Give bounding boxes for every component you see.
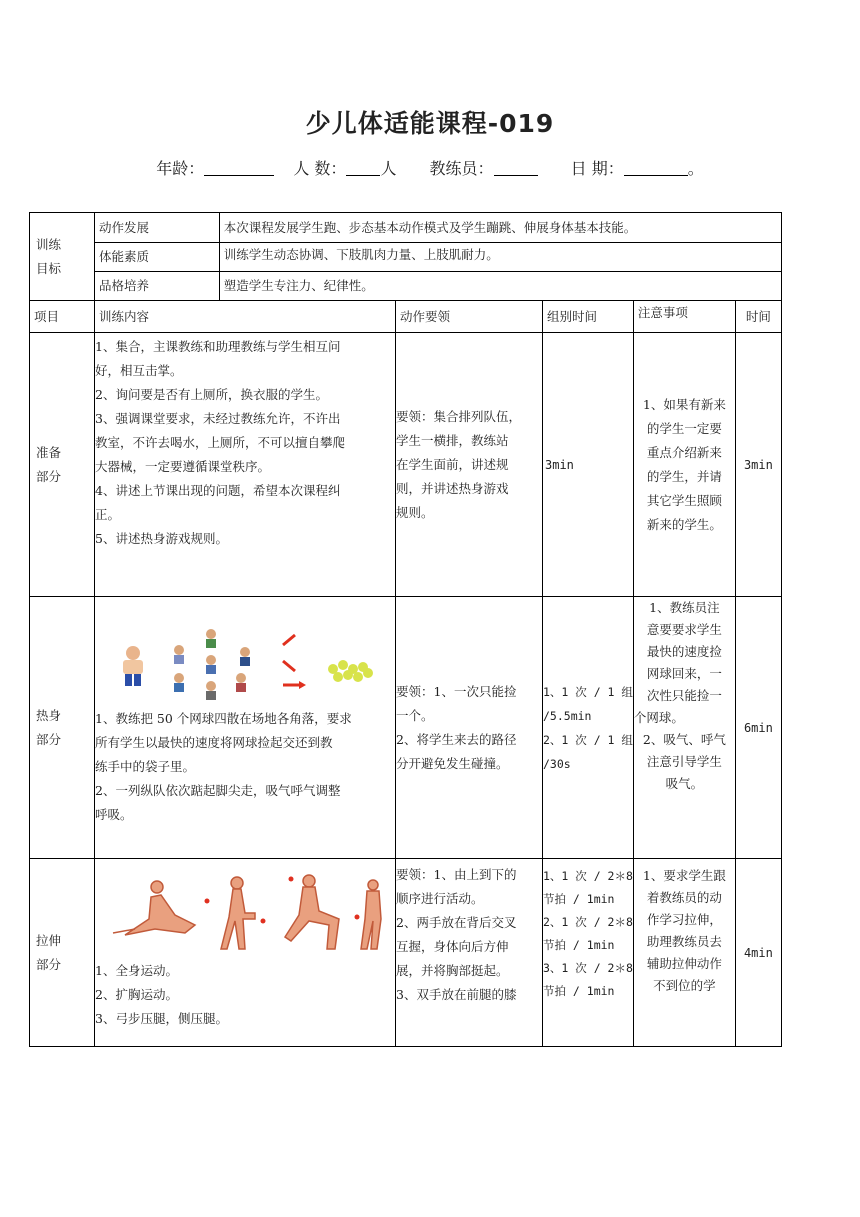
method-line: 要领：集合排列队伍， [396, 408, 522, 424]
content-line: 练手中的袋子里。 [95, 759, 196, 774]
notes-line: 的学生一定要 [646, 420, 722, 436]
method-line: 则，并讲述热身游戏 [396, 480, 509, 496]
count-blank[interactable] [346, 159, 380, 176]
goal-name: 体能素质 [95, 243, 220, 272]
page-title: 少儿体适能课程-019 [305, 109, 555, 138]
method-line: 规则。 [396, 504, 434, 520]
content-line: 正。 [95, 507, 121, 522]
section-row [30, 597, 782, 859]
notes-line: 助理教练员去 [646, 934, 722, 949]
content-cell [95, 333, 396, 597]
notes-line: 吸气。 [665, 776, 704, 791]
method-line: 要领：1、一次只能捡 [396, 683, 517, 699]
method-line: 互握，身体向后方伸 [396, 939, 509, 954]
header-cell: 动作要领 [396, 301, 543, 333]
duration-cell: 4min [735, 859, 781, 1047]
section-label-cell [30, 333, 95, 597]
coach-blank[interactable] [494, 159, 538, 176]
method-line: 2、将学生来去的路径 [396, 731, 517, 747]
group-time-line: 2、1 次 / 1 组 [543, 732, 633, 747]
notes-line: 次性只能捡一 [646, 688, 722, 703]
content-line: 教室，不许去喝水，上厕所，不可以擅自攀爬 [95, 435, 346, 450]
tennis-drill-icon [95, 597, 395, 707]
group-time-line: 节拍 / 1min [543, 938, 615, 952]
notes-line: 辅助拉伸动作 [646, 956, 722, 971]
notes-cell [633, 333, 735, 597]
goals-label-1: 训练 [36, 236, 62, 252]
notes-line: 1、教练员注 [649, 600, 720, 615]
group-time-line: /5.5min [543, 708, 592, 723]
header-cell: 训练内容 [95, 301, 396, 333]
content-line: 大器械，一定要遵循课堂秩序。 [95, 459, 271, 474]
group-time-line: 节拍 / 1min [543, 984, 615, 998]
group-time-line: 2、1 次 / 2＊8 [543, 915, 633, 929]
age-blank[interactable] [204, 159, 274, 176]
content-line: 2、扩胸运动。 [95, 987, 178, 1002]
count-label: 人 数： [293, 159, 347, 178]
notes-line: 2、吸气、呼气 [642, 732, 726, 747]
warmup-illustration [95, 597, 395, 707]
date-blank[interactable] [624, 159, 688, 176]
group-time-cell: 3min [543, 333, 634, 597]
section-row [30, 333, 782, 597]
count-unit: 人 [380, 159, 397, 178]
coach-label: 教练员： [429, 159, 494, 178]
group-time-line: 3、1 次 / 2＊8 [543, 961, 633, 975]
group-time-cell [543, 859, 634, 1047]
content-line: 3、弓步压腿，侧压腿。 [95, 1011, 228, 1026]
method-line: 分开避免发生碰撞。 [396, 755, 509, 771]
content-line: 1、集合，主课教练和助理教练与学生相互问 [95, 339, 341, 354]
age-label: 年龄： [156, 159, 205, 178]
content-line: 好，相互击掌。 [95, 363, 183, 378]
goals-label-2: 目标 [36, 260, 62, 276]
notes-cell [633, 597, 735, 859]
end-mark: 。 [687, 159, 704, 178]
method-line: 3、双手放在前腿的膝 [396, 987, 517, 1002]
content-line: 4、讲述上节课出现的问题，希望本次课程纠 [95, 483, 341, 498]
notes-line: 不到位的学 [653, 978, 716, 993]
notes-line: 意要要求学生 [646, 622, 722, 637]
content-line: 所有学生以最快的速度将网球捡起交还到教 [95, 735, 333, 750]
content-line: 呼吸。 [95, 807, 133, 822]
goal-text: 塑造学生专注力、纪律性。 [219, 272, 781, 301]
section-label-2: 部分 [36, 956, 62, 972]
notes-line: 的学生，并请 [646, 468, 722, 484]
section-label-cell [30, 597, 95, 859]
header-row [30, 301, 782, 333]
notes-line: 个网球。 [633, 710, 684, 725]
section-label-2: 部分 [36, 731, 62, 747]
header-cell: 项目 [30, 301, 95, 333]
notes-line: 着教练员的动 [646, 890, 722, 905]
method-line: 一个。 [396, 707, 434, 723]
stretching-figures-icon [95, 859, 395, 959]
goal-row [30, 213, 782, 243]
notes-line: 网球回来，一 [646, 666, 722, 681]
group-time-line: 节拍 / 1min [543, 892, 615, 906]
section-row [30, 859, 782, 1047]
header-cell: 组别时间 [543, 301, 634, 333]
content-line: 1、教练把 50 个网球四散在场地各角落，要求 [95, 711, 352, 726]
content-cell [95, 859, 396, 1047]
goal-row [30, 243, 782, 272]
group-time-line: 1、1 次 / 2＊8 [543, 869, 633, 883]
stretch-illustration [95, 859, 395, 959]
content-line: 5、讲述热身游戏规则。 [95, 531, 228, 546]
date-label: 日 期： [570, 159, 624, 178]
goal-name: 品格培养 [95, 272, 220, 301]
method-line: 展，并将胸部挺起。 [396, 963, 509, 978]
header-cell: 注意事项 [633, 301, 735, 333]
section-label-cell [30, 859, 95, 1047]
notes-line: 新来的学生。 [646, 516, 722, 532]
method-line: 顺序进行活动。 [396, 891, 484, 906]
group-time-cell [543, 597, 634, 859]
section-label-1: 热身 [36, 707, 62, 723]
method-cell [396, 333, 543, 597]
group-time-line: 1、1 次 / 1 组 [543, 684, 633, 699]
info-line [0, 156, 860, 179]
lesson-table [29, 212, 782, 1047]
goal-row [30, 272, 782, 301]
goals-label-cell [30, 213, 95, 301]
notes-line: 重点介绍新来 [646, 444, 722, 460]
notes-line: 注意引导学生 [646, 754, 722, 769]
goal-text: 本次课程发展学生跑、步态基本动作模式及学生蹦跳、伸展身体基本技能。 [219, 213, 781, 243]
group-time-line: /30s [543, 756, 571, 771]
notes-line: 1、如果有新来 [642, 396, 726, 412]
section-label-1: 准备 [36, 444, 62, 460]
goal-text: 训练学生动态协调、下肢肌肉力量、上肢肌耐力。 [219, 243, 781, 272]
method-line: 要领：1、由上到下的 [396, 867, 517, 882]
notes-line: 作学习拉伸， [646, 912, 722, 927]
notes-line: 1、要求学生跟 [642, 868, 726, 883]
method-cell [396, 597, 543, 859]
goal-name: 动作发展 [95, 213, 220, 243]
header-cell: 时间 [735, 301, 781, 333]
method-line: 学生一横排，教练站 [396, 432, 509, 448]
duration-cell: 3min [735, 333, 781, 597]
notes-cell [633, 859, 735, 1047]
notes-line: 最快的速度捡 [646, 644, 722, 659]
content-line: 2、询问要是否有上厕所，换衣服的学生。 [95, 387, 328, 402]
method-cell [396, 859, 543, 1047]
section-label-2: 部分 [36, 468, 62, 484]
notes-line: 其它学生照顾 [646, 492, 722, 508]
content-line: 2、一列纵队依次踮起脚尖走，吸气呼气调整 [95, 783, 341, 798]
duration-cell: 6min [735, 597, 781, 859]
content-line: 3、强调课堂要求，未经过教练允许，不许出 [95, 411, 341, 426]
section-label-1: 拉伸 [36, 932, 62, 948]
content-cell [95, 597, 396, 859]
method-line: 在学生面前，讲述规 [396, 456, 509, 472]
method-line: 2、两手放在背后交叉 [396, 915, 517, 930]
content-line: 1、全身运动。 [95, 963, 178, 978]
